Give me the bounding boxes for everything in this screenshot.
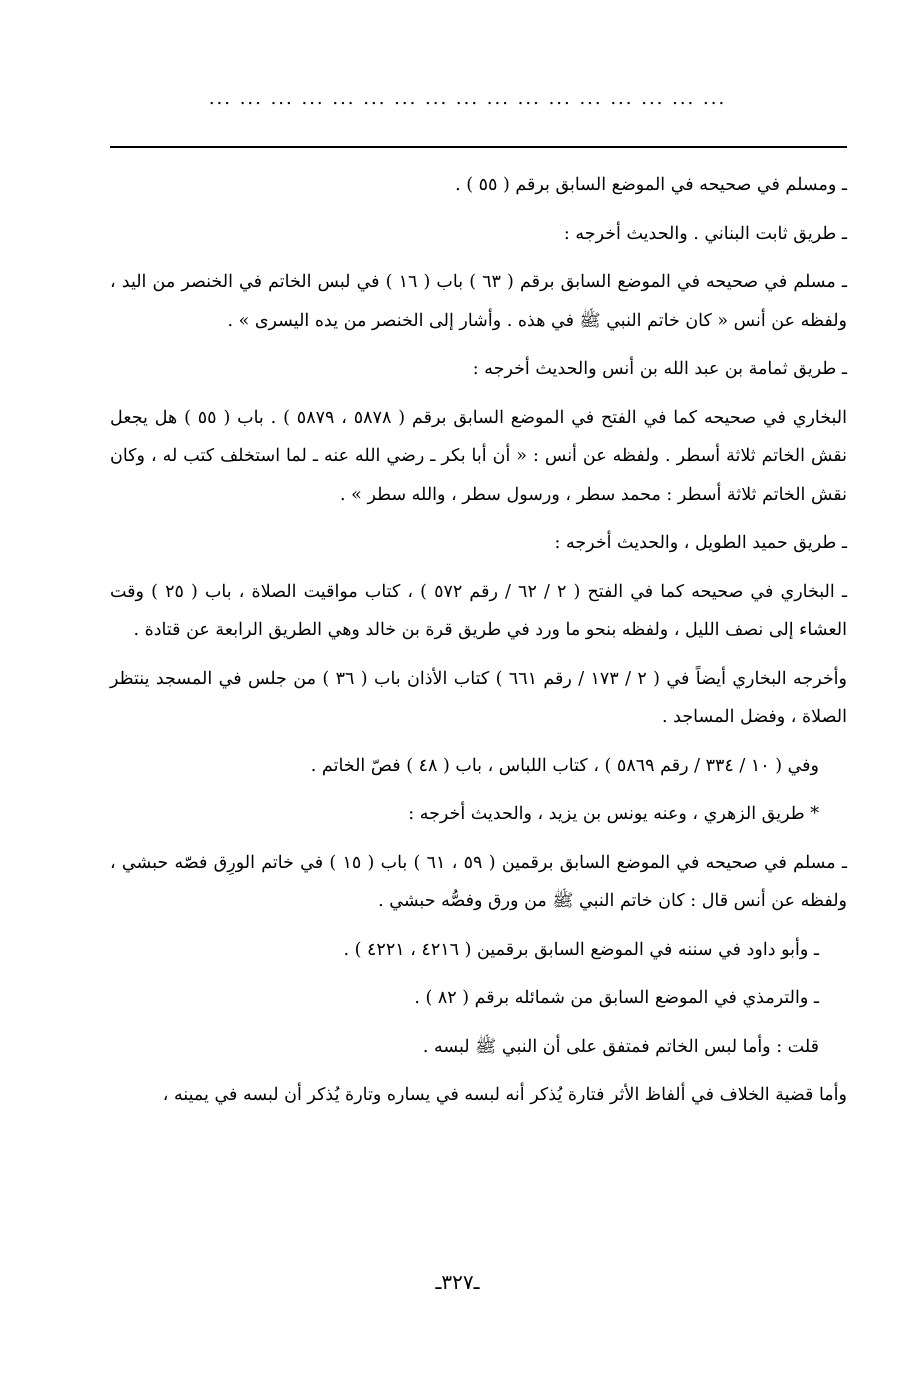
paragraph: قلت : وأما لبس الخاتم فمتفق على أن النبي ﷺ لبسه . bbox=[422, 1036, 819, 1057]
paragraph: ـ مسلم في صحيحه في الموضع السابق برقم ( ٦٣ ) باب ( ١٦ ) في لبس الخاتم في الخنصر من اليد ، ولفظه عن أنس « كان خاتم النبي ﷺ في هذه . وأشار إلى الخنصر من يده اليسرى » . bbox=[110, 272, 847, 331]
paragraph: ـ طريق ثابت البناني . والحديث أخرجه : bbox=[563, 223, 847, 244]
body-text bbox=[110, 166, 847, 1125]
header-dots: ... ... ... ... ... ... ... ... ... ... ... ... ... ... ... ... ... bbox=[208, 88, 727, 109]
page-number: ـ٣٢٧ـ bbox=[435, 1270, 480, 1294]
paragraph: وأخرجه البخاري أيضاً في ( ٢ / ١٧٣ / رقم ٦٦١ ) كتاب الأذان باب ( ٣٦ ) من جلس في المسجد ينتظر الصلاة ، وفضل المساجد . bbox=[110, 668, 847, 727]
paragraph: ـ طريق حميد الطويل ، والحديث أخرجه : bbox=[554, 533, 847, 553]
paragraph: ـ البخاري في صحيحه كما في الفتح ( ٢ / ٦٢ / رقم ٥٧٢ ) ، كتاب مواقيت الصلاة ، باب ( ٢٥ ) وقت العشاء إلى نصف الليل ، ولفظه بنحو ما ورد في طريق قرة بن خالد وهي الطريق الرابعة عن قتادة . bbox=[110, 581, 847, 640]
paragraph: ـ والترمذي في الموضع السابق من شمائله برقم ( ٨٢ ) . bbox=[414, 988, 819, 1008]
paragraph: ـ وأبو داود في سننه في الموضع السابق برقمين ( ٤٢١٦ ، ٤٢٢١ ) . bbox=[343, 939, 819, 960]
paragraph: ـ ومسلم في صحيحه في الموضع السابق برقم ( ٥٥ ) . bbox=[455, 175, 847, 195]
paragraph: * طريق الزهري ، وعنه يونس بن يزيد ، والحديث أخرجه : bbox=[408, 804, 819, 824]
paragraph: البخاري في صحيحه كما في الفتح في الموضع السابق برقم ( ٥٨٧٨ ، ٥٨٧٩ ) . باب ( ٥٥ ) هل يجعل نقش الخاتم ثلاثة أسطر . ولفظه عن أنس : « أن أبا بكر ـ رضي الله عنه ـ لما استخلف كتب له ، وكان نقش الخاتم ثلاثة أسطر : محمد سطر ، ورسول سطر ، والله سطر » . bbox=[110, 407, 847, 505]
paragraph: ـ مسلم في صحيحه في الموضع السابق برقمين ( ٥٩ ، ٦١ ) باب ( ١٥ ) في خاتم الورِق فصّه حبشي ، ولفظه عن أنس قال : كان خاتم النبي ﷺ من ورق وفصُّه حبشي . bbox=[110, 852, 847, 911]
header-rule bbox=[110, 146, 847, 148]
paragraph: وأما قضية الخلاف في ألفاظ الأثر فتارة يُذكر أنه لبسه في يساره وتارة يُذكر أن لبسه في يمينه ، bbox=[162, 1085, 847, 1105]
paragraph: وفي ( ١٠ / ٣٣٤ / رقم ٥٨٦٩ ) ، كتاب اللباس ، باب ( ٤٨ ) فصّ الخاتم . bbox=[310, 755, 819, 776]
paragraph: ـ طريق ثمامة بن عبد الله بن أنس والحديث أخرجه : bbox=[472, 359, 847, 379]
